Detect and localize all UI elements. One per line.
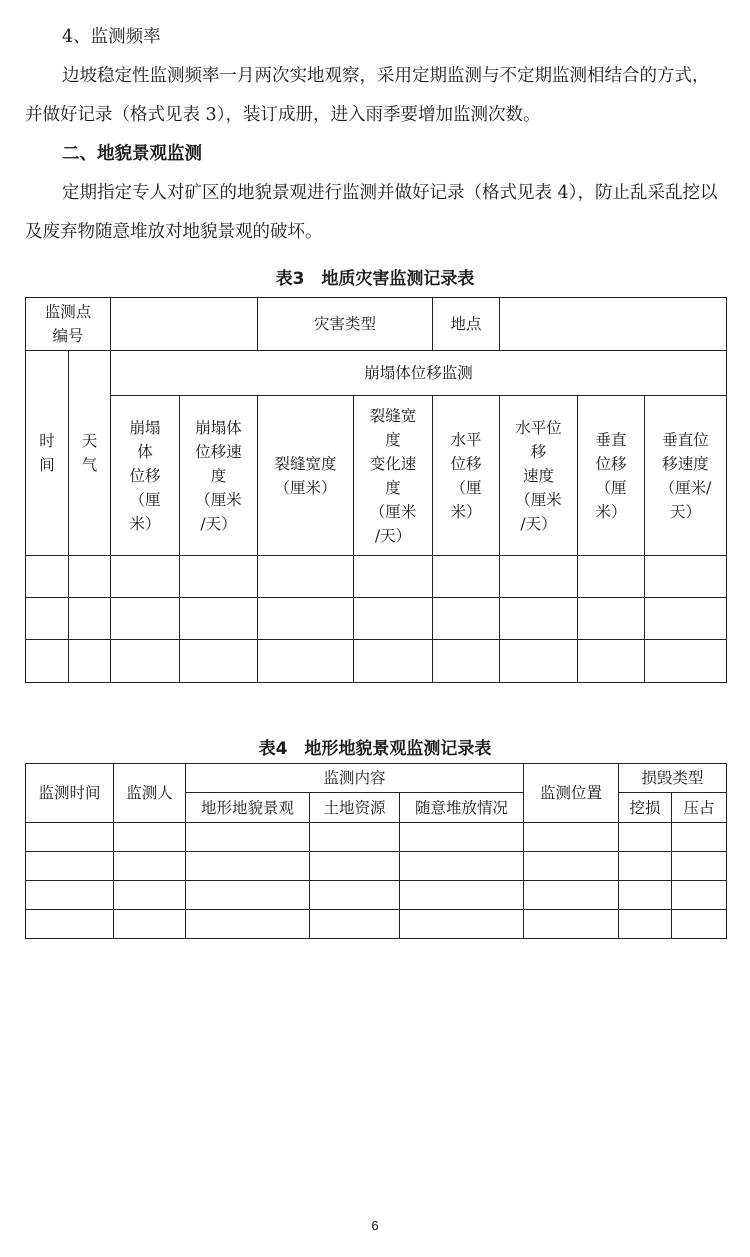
- table-cell[interactable]: [310, 852, 400, 881]
- header-vertical-displacement: 垂直 位移 （厘 米）: [578, 396, 645, 556]
- cell-blank: [111, 298, 258, 351]
- header-damage-type: 损毁类型: [619, 764, 727, 793]
- header-monitoring-position: 监测位置: [524, 764, 619, 823]
- header-crack-width: 裂缝宽度 （厘米）: [258, 396, 354, 556]
- table-cell[interactable]: [111, 556, 180, 598]
- heading-landscape-monitoring: [25, 135, 725, 174]
- table-cell[interactable]: [26, 852, 114, 881]
- table-cell[interactable]: [186, 823, 310, 852]
- table-cell[interactable]: [619, 852, 672, 881]
- table-cell[interactable]: [400, 823, 524, 852]
- table-cell[interactable]: [578, 640, 645, 683]
- table-cell[interactable]: [400, 852, 524, 881]
- page-number: 6: [371, 1218, 379, 1233]
- table-cell[interactable]: [69, 556, 111, 598]
- header-time: 时 间: [26, 351, 69, 556]
- heading-text: 二、地貌景观监测: [62, 144, 202, 164]
- header-monitoring-point-id: 监测点 编号: [26, 298, 111, 351]
- heading-monitoring-frequency: [25, 18, 725, 57]
- header-location: 地点: [433, 298, 500, 351]
- paragraph-frequency: 边坡稳定性监测频率一月两次实地观察，采用定期监测与不定期监测相结合的方式，并做好记录（格式见表 3），装订成册，进入雨季要增加监测次数。: [25, 66, 710, 125]
- table-cell[interactable]: [258, 598, 354, 640]
- header-horizontal-displacement: 水平 位移 （厘 米）: [433, 396, 500, 556]
- table-cell[interactable]: [69, 598, 111, 640]
- table-cell[interactable]: [114, 910, 186, 939]
- table-cell[interactable]: [26, 910, 114, 939]
- table-cell[interactable]: [500, 556, 578, 598]
- table-cell[interactable]: [672, 881, 727, 910]
- table-cell[interactable]: [258, 556, 354, 598]
- header-collapse-displacement-rate: 崩塌体 位移速 度 （厘米 /天）: [180, 396, 258, 556]
- header-random-dumping: 随意堆放情况: [400, 793, 524, 823]
- table4-caption: 表4 地形地貌景观监测记录表: [258, 739, 492, 759]
- table-cell[interactable]: [111, 640, 180, 683]
- table-row: [26, 556, 727, 598]
- table-cell[interactable]: [524, 881, 619, 910]
- table-cell[interactable]: [186, 881, 310, 910]
- table-cell[interactable]: [114, 852, 186, 881]
- table-cell[interactable]: [500, 598, 578, 640]
- table4-landscape-record: [25, 763, 727, 939]
- header-hazard-type: 灾害类型: [258, 298, 433, 351]
- table-cell[interactable]: [524, 910, 619, 939]
- table-cell[interactable]: [645, 556, 727, 598]
- header-excavation-damage: 挖损: [619, 793, 672, 823]
- table-cell[interactable]: [672, 823, 727, 852]
- table-cell[interactable]: [645, 640, 727, 683]
- header-occupation-damage: 压占: [672, 793, 727, 823]
- table-row: [26, 823, 727, 852]
- table-cell[interactable]: [524, 852, 619, 881]
- table-cell[interactable]: [114, 823, 186, 852]
- table-cell[interactable]: [26, 598, 69, 640]
- table-cell[interactable]: [578, 598, 645, 640]
- header-terrain-landscape: 地形地貌景观: [186, 793, 310, 823]
- table-cell[interactable]: [400, 910, 524, 939]
- heading-text: 4、监测频率: [62, 27, 161, 47]
- table-cell[interactable]: [672, 910, 727, 939]
- table-cell[interactable]: [619, 910, 672, 939]
- table3-caption: 表3 地质灾害监测记录表: [275, 269, 475, 289]
- table-cell[interactable]: [180, 556, 258, 598]
- cell-blank: [500, 298, 727, 351]
- table-cell[interactable]: [524, 823, 619, 852]
- table-cell[interactable]: [500, 640, 578, 683]
- table-cell[interactable]: [111, 598, 180, 640]
- table-cell[interactable]: [258, 640, 354, 683]
- table-row: [26, 598, 727, 640]
- table-cell[interactable]: [26, 640, 69, 683]
- table-cell[interactable]: [114, 881, 186, 910]
- table-row: [26, 881, 727, 910]
- table-cell[interactable]: [354, 556, 433, 598]
- header-weather: 天 气: [69, 351, 111, 556]
- table-cell[interactable]: [180, 640, 258, 683]
- header-horizontal-displacement-rate: 水平位 移 速度 （厘米 /天）: [500, 396, 578, 556]
- table-row: [26, 910, 727, 939]
- table-cell[interactable]: [619, 823, 672, 852]
- header-monitor-person: 监测人: [114, 764, 186, 823]
- header-land-resources: 土地资源: [310, 793, 400, 823]
- table-cell[interactable]: [26, 556, 69, 598]
- table-cell[interactable]: [433, 556, 500, 598]
- paragraph-landscape: 定期指定专人对矿区的地貌景观进行监测并做好记录（格式见表 4），防止乱采乱挖以及废弃物随意堆放对地貌景观的破坏。: [25, 183, 718, 242]
- header-collapse-displacement-group: 崩塌体位移监测: [111, 351, 727, 396]
- table-cell[interactable]: [186, 852, 310, 881]
- table-cell[interactable]: [400, 881, 524, 910]
- table-cell[interactable]: [354, 640, 433, 683]
- table-cell[interactable]: [433, 598, 500, 640]
- header-monitoring-content: 监测内容: [186, 764, 524, 793]
- table-cell[interactable]: [310, 881, 400, 910]
- table-cell[interactable]: [672, 852, 727, 881]
- table-cell[interactable]: [619, 881, 672, 910]
- table-cell[interactable]: [310, 910, 400, 939]
- table-cell[interactable]: [186, 910, 310, 939]
- table-cell[interactable]: [354, 598, 433, 640]
- table3-geohazard-record: [25, 297, 727, 683]
- table-cell[interactable]: [578, 556, 645, 598]
- header-crack-width-rate: 裂缝宽 度 变化速 度 （厘米 /天）: [354, 396, 433, 556]
- header-vertical-displacement-rate: 垂直位 移速度 （厘米/ 天）: [645, 396, 727, 556]
- header-monitoring-time: 监测时间: [26, 764, 114, 823]
- table-cell[interactable]: [433, 640, 500, 683]
- table-cell[interactable]: [180, 598, 258, 640]
- table-row: [26, 852, 727, 881]
- table-cell[interactable]: [26, 881, 114, 910]
- table-cell[interactable]: [69, 640, 111, 683]
- table-cell[interactable]: [26, 823, 114, 852]
- table-row: [26, 640, 727, 683]
- header-collapse-displacement: 崩塌 体 位移 （厘 米）: [111, 396, 180, 556]
- table-cell[interactable]: [645, 598, 727, 640]
- table-cell[interactable]: [310, 823, 400, 852]
